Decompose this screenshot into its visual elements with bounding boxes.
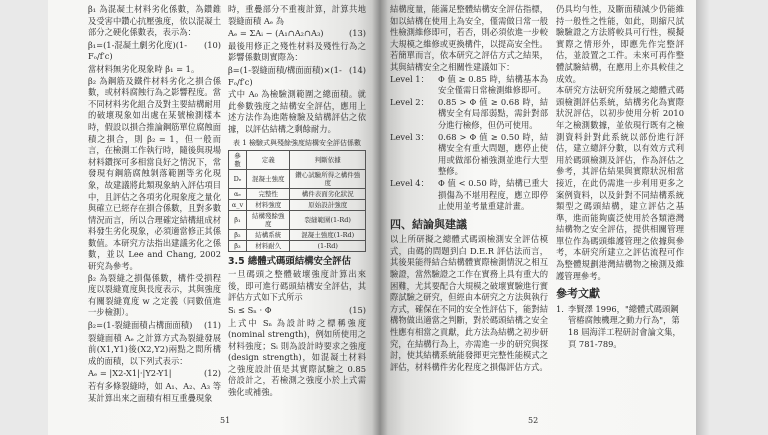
left-column-2 [228,4,366,399]
table-cell: 結構殘餘強度 [246,210,289,229]
table-row [229,240,366,251]
right-column-2 [556,4,684,350]
paragraph: β₁ 為混凝土材料劣化係數，為鑽錐及受害中鑽心抗壓強度，依以混凝土部分之硬化係數表，表示為： [88,4,221,38]
table-cell: 完整性 [246,188,289,199]
safety-level-item [390,132,548,178]
paragraph: 結構度量，能滿足整體結構安全評估指標，如以結構在使用上為安全，僅需做日常一般性檢測維修即可，若否，則必須依進一步較大規模之維修或更換構件，以提高安全性。 [390,4,548,49]
table-cell: (1-Rd) [290,240,366,251]
equation: Aₑ = |X2-X1|·|Y2-Y1| (12) [88,368,221,379]
reference-item [556,304,684,350]
table-header-cell: 定義 [246,150,289,169]
table-cell: 鑽心試驗所得之構件強度 [290,169,366,188]
safety-level-label: Level 2： [390,96,429,107]
table-row [229,199,366,210]
table-caption: 表 1 檢驗式與殘餘強度結構安全評估係數 [233,138,361,147]
table-cell: 原始設計強度 [290,199,366,210]
reference-text: 李賢澤 1996，"總體式碼頭鋼管樁腐蝕機理之動力行為"，第 18 屆海洋工程研討會論文集，頁 781-789。 [568,303,681,349]
table-row [229,188,366,199]
safety-level-label: Level 3： [390,131,429,142]
equation: β₂=(1-裂縫面積占構面面積) (11) [88,320,221,331]
section-heading: 3.5 總體式碼頭結構安全評估 [228,255,351,267]
book-spine-shadow [372,0,388,435]
safety-level-item [390,97,548,132]
equation: Sᵢ ≤ Sₙ · Φ (15) [228,304,366,315]
paragraph: β₂ 為鋼筋及鐵件材料劣化之損合係數，或材料腐蝕行為之影響程度。當不同材料劣化組合及對主要結構耐用的破壞現象如出處在某號檢測樣本時，假設以損合推論鋼筋單位腐蝕面積之損合，則 β₂ = 1，但一般而言，在檢測工作執行時，隨後與現場材料鑽探可多相當良好之情況下，常發現有鋼筋腐蝕剝落範圍等劣化現象，故建議將此類現象納入評估項目中，且評估之各項劣化現象度之量化與確立已經存在損合係數，且對多數情況而言，所以合理確定結構組成材料發生劣化現象，必須適當修正其係數值。本研究方法指出建議劣化之係數，並以 Lee and Chang, 2002 研究為參考。 [88,75,221,272]
safety-level-text: 0.85 > Φ 值 ≥ 0.68 時，結構安全有局部弱點，需針對部分進行檢修，但仍可使用。 [438,96,548,130]
paragraph: 仍具均勻性，及斷面積減少仍能維持一般性之性能，如此，則縮尺試驗驗證之方法將較具可行性，模擬實際之情形外，即應先作完整評估，並設置之工件。未來可再作整體試驗結構，在應用上亦具較佳之成效。 [556,4,684,84]
table-cell: Dₑ [229,169,247,188]
paragraph: β₂ 為裂縫之損傷係數，構件受損程度以裂縫寬度與長度表示，其與強度有關裂縫寬度 w 之定義（同數值進一步檢測）。 [88,272,221,318]
paragraph: 一旦碼頭之整體破壞強度計算出來後，即可進行碼頭結構安全評估，其評估方式如下式所示 [228,269,366,303]
paragraph: 最後用修正之殘性材料及殘性行為之影響係數則實際為： [228,40,366,63]
equation: β=(1-裂縫面積/構面面積)×(1-Fₒ/f′c) (14) [228,64,366,87]
table-cell: β₃ [229,240,247,251]
safety-level-text: 0.68 > Φ 值 ≥ 0.50 時，結構安全有重大問題，應停止使用或做部份補強測並進行大型整修。 [438,131,548,177]
safety-level-text: Φ 值 ≥ 0.85 時，結構基本為安全僅需日常檢測維修即可。 [438,73,548,96]
table-row [229,229,366,240]
table-cell: α_v [229,199,247,210]
paragraph: 時，重疊部分不重複計算，計算共地裂縫面積 Aₑ 為 [228,4,366,26]
equation: β₁=(1-混凝土劇劣化度)(1-Fₒ/f′c) (10) [88,39,221,62]
table-cell: 材料耐久 [246,240,289,251]
safety-level-list [390,74,548,213]
references-heading: 參考文獻 [556,287,600,301]
table-cell: αₑ [229,188,247,199]
table-row [229,169,366,188]
section-heading: 四、結論與建議 [390,217,467,231]
paragraph: 本研究方法研究所發展之總體式碼頭檢測評估系統，結構劣化為實際狀況評估，以初步使用分析 2010 年之檢測數據，並依現行既有之檢測資料針對此系統以部份進行評估，建立總評分數，以有效方式利用於碼頭檢測及評估，作為評估之參考，其評估結果與實際狀況相當接近，在此仍需進一步利用更多之案例資料，以及針對不同結構系統類型之碼頭結構，建立評估之基準，進而能夠廣泛使用於各類港灣結構物之安全評估，提供相關管理單位作為碼頭維護管理之依據與參考，本研究所建立之評估流程可作為整體規劃港灣結構物之檢測及維護管理參考。 [556,85,684,281]
safety-level-item [390,74,548,97]
left-page [48,0,380,435]
safety-level-item [390,178,548,213]
reference-list [556,304,684,350]
parameter-table [228,150,366,252]
paragraph: 若有多條裂縫時，如 A₁、A₂、A₃ 等某計算出來之面積有相互重疊現象 [88,381,221,403]
table-cell: 結構系統 [246,229,289,240]
table-cell: 裂縫範圍(1-Rd) [290,210,366,229]
paragraph: 若簡單而言，依本研究之評估方式之結果，其與結構安全之相關性建議如下： [390,50,548,72]
page-edge-shadow [696,0,710,435]
reference-number: 1. [556,303,564,314]
paragraph: 式中 A₀ 為檢驗測範圍之總面積。就此參數強度之結構安全評估，應用上述方法作為進階檢驗及結構評估之依據，以評估結構之剩餘耐力。 [228,89,366,134]
table-header-cell: 判斷依據 [290,150,366,169]
table-header-cell: 參數 [229,150,247,169]
right-column-1 [390,4,548,373]
page-number: 52 [528,416,539,425]
safety-level-label: Level 1： [390,73,429,84]
table-cell: β₁ [229,210,247,229]
paragraph: 上式中 Sₙ 為設計時之標稱強度 (nominal strength)，例如所使用之材料強度；Sᵢ 則為設計時要求之強度 (design strength)，如混凝土材料之強度設計值是其實際試驗之 0.85 倍設計之，若檢測之強度小於上式需強化或補強。 [228,317,366,398]
table-cell: 混凝土強度(1-Rd) [290,229,366,240]
table-cell: β₂ [229,229,247,240]
table-cell: 混凝土強度 [246,169,289,188]
table-cell: 構件表面劣化狀況 [290,188,366,199]
right-page [380,0,696,435]
page-number: 51 [220,416,231,425]
table-row [229,210,366,229]
paragraph: 以上所研擬之總體式碼頭檢測安全評估模式，由碼的問題到白 D.E.R 評估法而言，其後果能得結合結構體實際檢測情況之相互驗證，當然驗證之工作在實務上具有重大的困難，尤其要配合大規模之破壞實驗進行實際試驗之研究，但經由本研究之方法與執行方式，確保在不同的安全性評估下，能對結構物做出適當之判斷，對於碼頭結構之安全性應有相當之貢獻，此方法為結構之初步研究，在結構行為上，亦需進一步的研究與探討，使其結構系統能發揮更完整性能模式之評估，材料構件劣化程度之損傷評估方式。 [390,234,548,372]
equation: Aₑ = ΣAᵢ − (A₁∩A₂∩A₃) (13) [228,28,366,39]
safety-level-text: Φ 值 < 0.50 時，結構已重大損傷為不堪用程度，應立即停止使用並考量重建計畫。 [438,177,548,212]
paragraph: 當材料無劣化現象時 β₁ = 1。 [88,63,200,74]
paragraph: 裂縫面積 Aₑ 之計算方式為裂縫發展前(X1,Y1)後(X2,Y2)兩點之間所構成的面積，以下列式表示： [88,332,221,366]
table-cell: 材料強度 [246,199,289,210]
left-column-1 [88,4,221,404]
safety-level-label: Level 4： [390,177,429,188]
